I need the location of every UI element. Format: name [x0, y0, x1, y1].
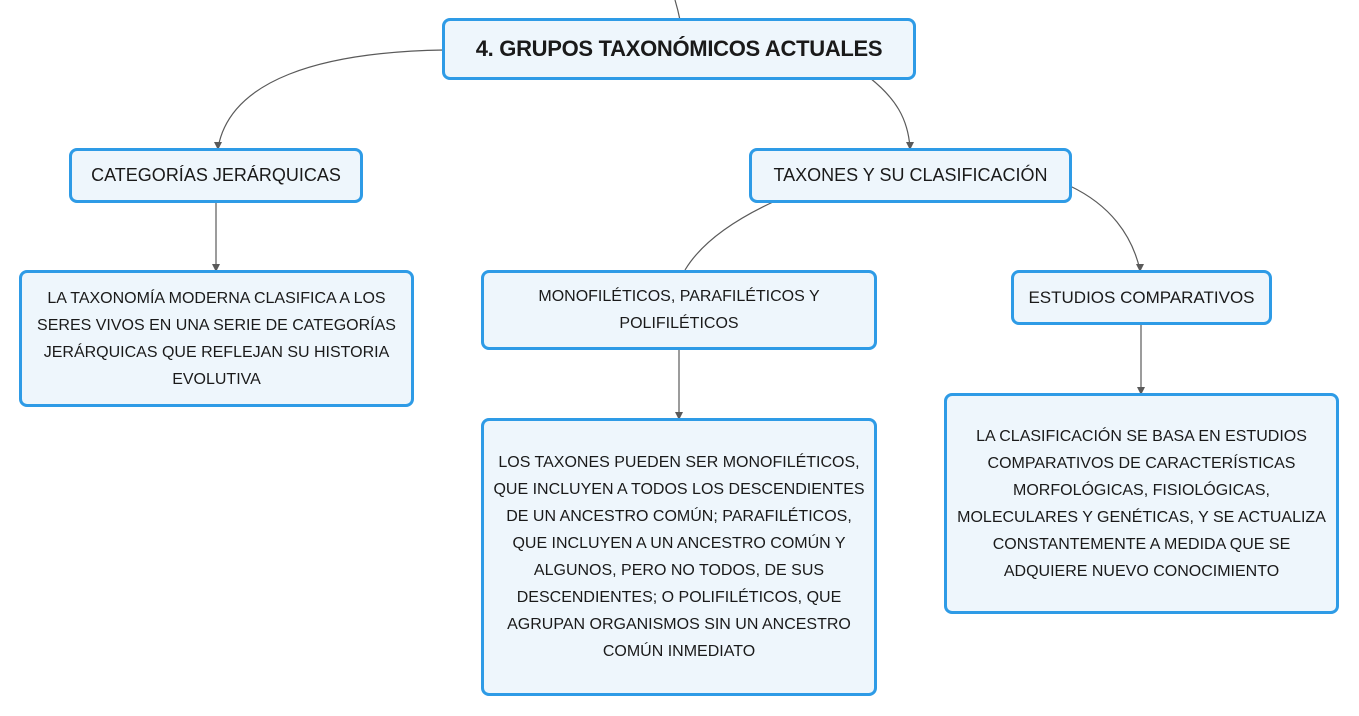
topic-node-taxones[interactable] [749, 148, 1072, 203]
root-topic-label: 4. GRUPOS TAXONÓMICOS ACTUALES [475, 36, 883, 61]
root-topic-node[interactable] [442, 18, 916, 80]
topic-label-taxones: TAXONES Y SU CLASIFICACIÓN [773, 165, 1048, 185]
connector-incoming [675, 0, 680, 20]
subtopic-node-monofileticos-text[interactable] [481, 418, 877, 696]
subtopic-text-monofileticos: LOS TAXONES PUEDEN SER MONOFILÉTICOS, QUE INCLUYEN A TODOS LOS DESCENDIENTES DE UN ANCESTRO COMÚN; PARAFILÉTICOS, QUE INCLUYEN A UN ANCESTRO COMÚN Y ALGUNOS, PERO NO TODOS, DE SUS DESCENDIENTES; O POLIFILÉTICOS, QUE AGRUPAN ORGANISMOS SIN UN ANCESTRO COMÚN INMEDIATO [493, 454, 865, 660]
subtopic-text-categorias: LA TAXONOMÍA MODERNA CLASIFICA A LOS SERES VIVOS EN UNA SERIE DE CATEGORÍAS JERÁRQUICAS QUE REFLEJAN SU HISTORIA EVOLUTIVA [37, 289, 396, 388]
connector-taxones-to-mono [685, 202, 773, 270]
subtopic-node-estudios-text[interactable] [944, 393, 1339, 614]
subtopic-label-estudios: ESTUDIOS COMPARATIVOS [1028, 287, 1255, 307]
subtopic-node-monofileticos[interactable] [481, 270, 877, 350]
topic-node-categorias[interactable] [69, 148, 363, 203]
subtopic-label-monofileticos: MONOFILÉTICOS, PARAFILÉTICOS Y POLIFILÉTICOS [538, 288, 820, 332]
connector-taxones-to-estudios [1070, 186, 1140, 270]
connector-root-to-categorias [218, 50, 444, 148]
subtopic-node-categorias-text[interactable] [19, 270, 414, 407]
connector-root-to-taxones [870, 78, 910, 148]
subtopic-text-estudios: LA CLASIFICACIÓN SE BASA EN ESTUDIOS COMPARATIVOS DE CARACTERÍSTICAS MORFOLÓGICAS, FISIOLÓGICAS, MOLECULARES Y GENÉTICAS, Y SE ACTUALIZA CONSTANTEMENTE A MEDIDA QUE SE ADQUIERE NUEVO CONOCIMIENTO [957, 427, 1326, 580]
topic-label-categorias: CATEGORÍAS JERÁRQUICAS [91, 165, 341, 185]
subtopic-node-estudios[interactable] [1011, 270, 1272, 325]
